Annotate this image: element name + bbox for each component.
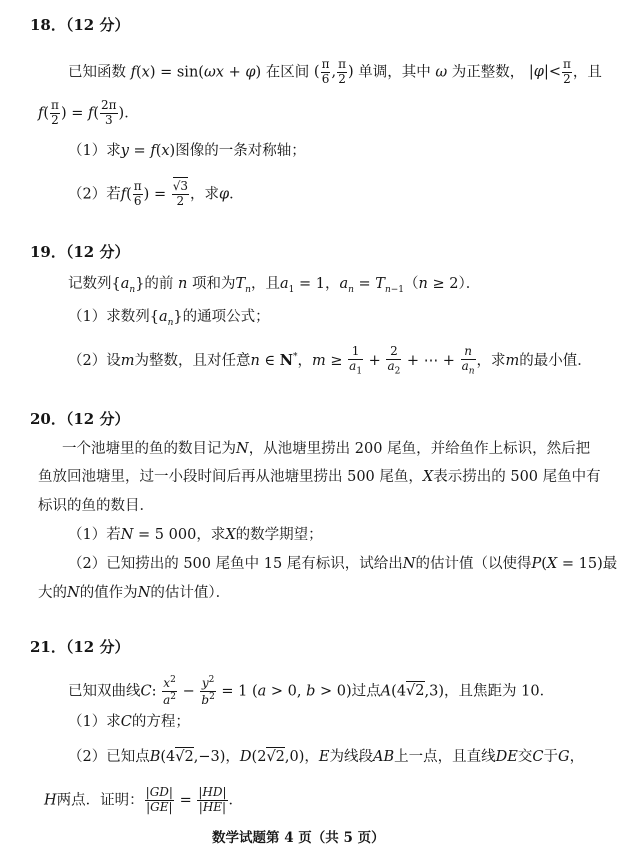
q18-part2-label: （2）若	[68, 186, 121, 203]
q19-heading: 19．（12 分）	[30, 243, 130, 261]
q20-text: 的估计值）．	[150, 585, 231, 601]
q20-text: 的值作为	[79, 585, 138, 601]
q20-text: ，从池塘里捞出 200 尾鱼，并给鱼作上标识，然后把	[248, 441, 591, 457]
q20-part2: （2）已知捞出的 500 尾鱼中 15 尾有标识，试给出N的估计值（以使得P(X = 15)最	[68, 556, 617, 572]
q18-statement-line1: 已知函数 f(x) = sin(ωx + φ) 在区间 ( $\frac{\pi}{6}$ , $\frac{\pi}{2}$ ) 单调，其中 ω 为正整数， |φ|< $\frac{\pi}{2}$ ，且	[68, 57, 602, 86]
q21-text: 两点．证明：	[56, 792, 144, 809]
q18-part2-text: ，求	[189, 186, 219, 203]
q21-text: ，且焦距为 10．	[444, 683, 555, 700]
q20-text: 一个池塘里的鱼的数目记为	[62, 441, 236, 457]
q21-statement: 已知双曲线C: $\frac{x^2}{a^2}$ − $\frac{y^2}{b^2}$ = 1 (a > 0, b > 0)过点A(4√2,3)，且焦距为 10．	[68, 675, 555, 707]
q19-text: ，	[297, 352, 313, 369]
q18-text: 已知函数	[68, 64, 126, 81]
q19-part1-text: 的通项公式；	[182, 309, 270, 325]
q19-text: 记数列	[68, 276, 112, 292]
q21-heading: 21．（12 分）	[30, 638, 130, 656]
q21-text: 于	[543, 749, 558, 765]
q20-heading: 20．（12 分）	[30, 410, 130, 428]
q19-text: ，求	[476, 352, 506, 369]
q21-text: 的方程；	[131, 714, 190, 730]
q19-part2: （2）设m为整数，且对任意n ∈ N*，m ≥ $\frac{1}{a_1}$ + $\frac{2}{a_2}$ + ⋯ + $\frac{n}{a_n}$ ，求m的最小值．	[68, 344, 592, 377]
q21-proof: H两点．证明： $\frac{|GD|}{|GE|}$ = $\frac{|HD|}{|HE|}$ ．	[44, 785, 244, 814]
q19-text: ）．	[458, 276, 481, 292]
q20-text: 的数学期望；	[235, 527, 323, 543]
q19-text: 项和为	[191, 276, 236, 292]
q21-part2-label: （2）已知点	[68, 749, 150, 765]
q21-text: 过点	[351, 683, 381, 700]
q18-text: 单调，其中	[358, 64, 431, 81]
q21-part1: （1）求C的方程；	[68, 714, 190, 730]
q20-text: ，求	[196, 527, 226, 543]
q21-part2: （2）已知点B(4√2,−3)，D(2√2,0)，E为线段AB上一点，且直线DE交C于G，	[68, 749, 585, 765]
q21-text: 上一点，且直线	[394, 749, 496, 765]
q21-text: ，	[225, 749, 240, 765]
q19-text: ，	[324, 276, 340, 292]
page-footer: 数学试题第 4 页（共 5 页）	[212, 830, 385, 846]
q21-text: 交	[517, 749, 533, 765]
q20-part1: （1）若N = 5 000，求X的数学期望；	[68, 527, 323, 543]
q20-text: 鱼放回池塘里，过一小段时间后再从池塘里捞出 500 尾鱼，	[38, 469, 423, 485]
q18-condition: f( $\frac{\pi}{2}$ ) = f( $\frac{2\pi}{3}$ )．	[38, 98, 139, 127]
q20-text: 表示捞出的 500 尾鱼中有	[433, 469, 601, 485]
q21-part1-label: （1）求	[68, 714, 121, 730]
q19-part1-label: （1）求数列	[68, 309, 150, 325]
q18-part2: （2）若f( $\frac{\pi}{6}$ ) = $\frac{√3}{2}$ ，求φ．	[68, 179, 244, 208]
q18-part1: （1）求y = f(x)图像的一条对称轴；	[68, 143, 306, 159]
q19-text: ，且	[250, 276, 280, 292]
q21-text: 已知双曲线	[68, 683, 141, 700]
q18-part1-label: （1）求	[68, 143, 121, 159]
q19-part1: （1）求数列$\{a_n\}$的通项公式；	[68, 309, 270, 328]
q18-part2-end: ．	[229, 186, 244, 203]
q19-part2-label: （2）设	[68, 352, 121, 369]
q21-text: 为线段	[329, 749, 373, 765]
q18-heading: 18．（12 分）	[30, 16, 130, 34]
q19-text: 为整数，且对任意	[134, 352, 251, 369]
q20-part2-cont: 大的N的值作为N的估计值）．	[38, 585, 231, 601]
q19-text: （	[404, 276, 419, 292]
q19-statement: 记数列$\{a_n\}$的前 n 项和为$T_n$，且$a_1 = 1$，$a_n = T_{n-1}(n \ge 2)$．	[68, 276, 481, 295]
q20-part2-label: （2）已知捞出的 500 尾鱼中 15 尾有标识，试给出	[68, 556, 403, 572]
q18-interval: ( $\frac{\pi}{6}$ , $\frac{\pi}{2}$ )	[313, 57, 354, 86]
q20-text: 最	[602, 556, 617, 572]
q21-text: ．	[228, 792, 244, 809]
q21-text: ，	[304, 749, 319, 765]
q18-text: 在区间	[265, 64, 310, 81]
q18-text: 为正整数，	[451, 64, 525, 81]
q20-text: 的估计值（以使得	[415, 556, 532, 572]
q18-function: f(x) = sin(ωx + φ)	[130, 64, 262, 81]
q20-statement-line2: 鱼放回池塘里，过一小段时间后再从池塘里捞出 500 尾鱼，X表示捞出的 500 尾鱼中有	[38, 469, 601, 485]
q19-text: 的最小值．	[519, 352, 592, 369]
q18-part1-text: 图像的一条对称轴；	[175, 143, 306, 159]
q21-text: ，	[569, 749, 585, 765]
q20-part1-label: （1）若	[68, 527, 121, 543]
q20-text: 大的	[38, 585, 67, 601]
q18-text: ，且	[572, 64, 602, 81]
q20-statement-line1: 一个池塘里的鱼的数目记为N，从池塘里捞出 200 尾鱼，并给鱼作上标识，然后把	[62, 441, 591, 457]
q19-text: 的前	[144, 276, 174, 292]
q20-statement-line3: 标识的鱼的数目．	[38, 498, 154, 514]
q18-phi-bound: |φ|< $\frac{\pi}{2}$	[528, 57, 571, 86]
